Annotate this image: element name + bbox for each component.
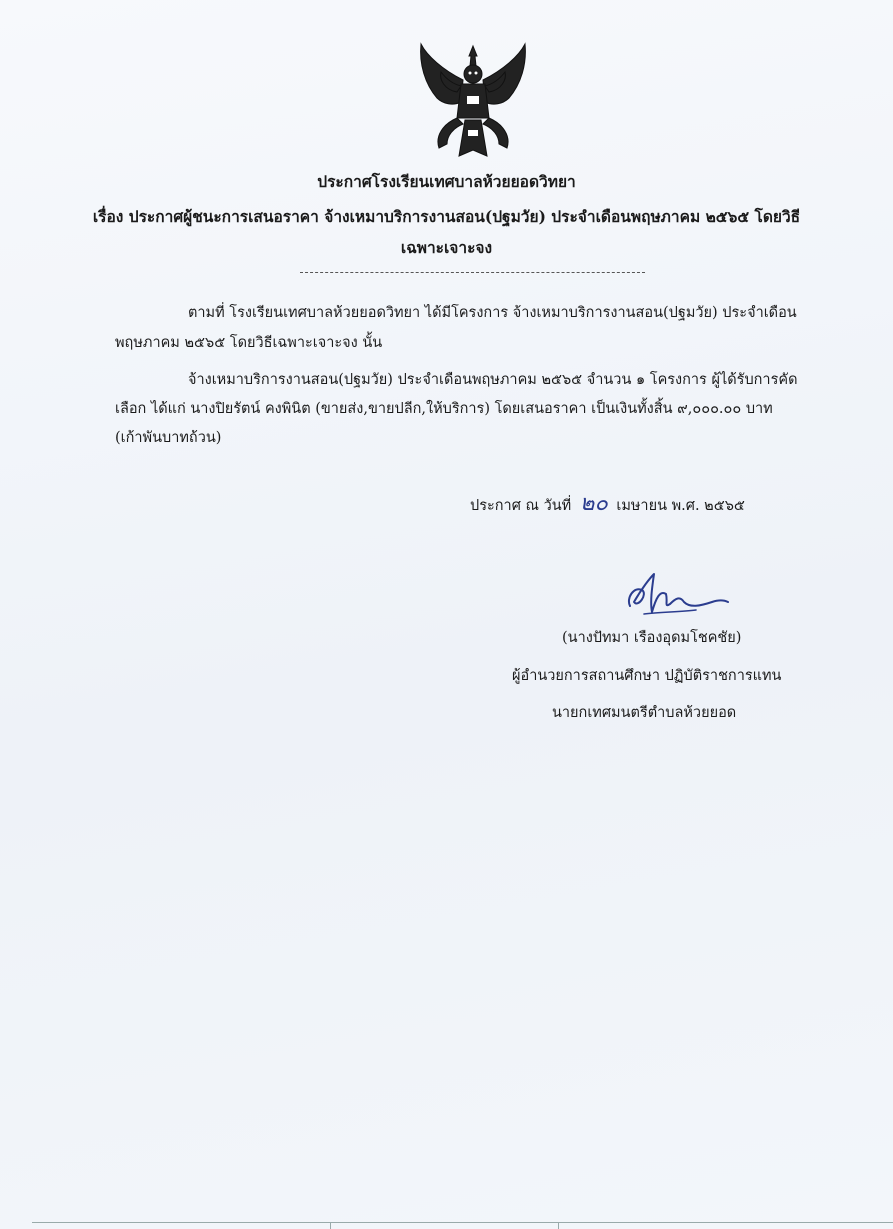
page-bottom-rule: [32, 1222, 893, 1223]
page-bottom-tick: [330, 1222, 331, 1229]
handwritten-signature: [620, 568, 730, 620]
title-divider: [300, 272, 645, 273]
date-suffix: เมษายน พ.ศ. ๒๕๖๕: [616, 498, 745, 514]
document-subject-line-2: เฉพาะเจาะจง: [400, 238, 493, 257]
date-prefix: ประกาศ ณ วันที่: [470, 498, 572, 514]
paragraph-2-line-3: (เก้าพันบาทถ้วน): [115, 430, 222, 446]
signatory-name: (นางปัทมา เรืองอุดมโชคชัย): [562, 630, 742, 646]
paragraph-1-line-1: ตามที่ โรงเรียนเทศบาลห้วยยอดวิทยา ได้มีโครงการ จ้างเหมาบริการงานสอน(ปฐมวัย) ประจำเดือน: [188, 305, 797, 321]
document-subject-line-1: เรื่อง ประกาศผู้ชนะการเสนอราคา จ้างเหมาบริการงานสอน(ปฐมวัย) ประจำเดือนพฤษภาคม ๒๕๖๕ โดยวิธี: [92, 207, 801, 226]
page-bottom-tick: [558, 1222, 559, 1229]
announcement-date: [470, 491, 745, 516]
signatory-position-line-1: ผู้อำนวยการสถานศึกษา ปฏิบัติราชการแทน: [512, 668, 782, 684]
garuda-emblem-icon: [413, 40, 533, 165]
paragraph-2-line-2: เลือก ได้แก่ นางปิยรัตน์ คงพินิต (ขายส่ง,ขายปลีก,ให้บริการ) โดยเสนอราคา เป็นเงินทั้งสิ้น ๙,๐๐๐.๐๐ บาท: [115, 401, 773, 417]
paragraph-1-line-2: พฤษภาคม ๒๕๖๕ โดยวิธีเฉพาะเจาะจง นั้น: [115, 335, 383, 351]
document-title: ประกาศโรงเรียนเทศบาลห้วยยอดวิทยา: [317, 172, 576, 191]
date-day-handwritten: ๒๐: [579, 491, 608, 516]
signatory-position-line-2: นายกเทศมนตรีตำบลห้วยยอด: [552, 705, 737, 721]
paragraph-2-line-1: จ้างเหมาบริการงานสอน(ปฐมวัย) ประจำเดือนพฤษภาคม ๒๕๖๕ จำนวน ๑ โครงการ ผู้ได้รับการคัด: [188, 372, 798, 388]
